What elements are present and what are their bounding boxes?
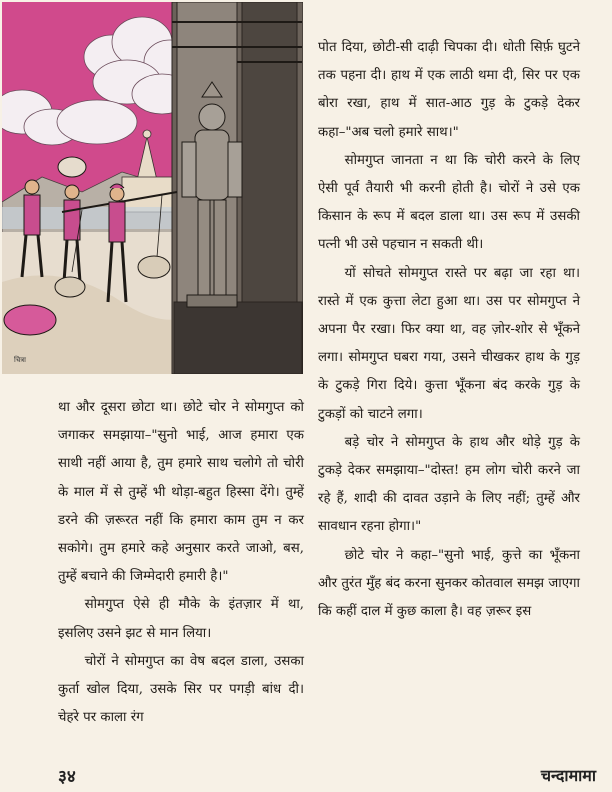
- paragraph: चोरों ने सोमगुप्त का वेष बदल डाला, उसका कुर्ता खोल दिया, उसके सिर पर पगड़ी बांध दी। चेहरे पर काला रंग: [58, 653, 304, 726]
- paragraph: यों सोचते सोमगुप्त रास्ते पर बढ़ा जा रहा था। रास्ते में एक कुत्ता लेटा हुआ था। उस पर सोमगुप्त ने अपना पैर रखा। फिर क्या था, वह ज़ोर-शोर से भूँकने लगा। सोमगुप्त घबरा गया, उसने चीखकर हाथ के गुड़ के टुकड़े गिरा दिये। कुत्ता भूँकना बंद करके गुड़ के टुकड़ों को चाटने लगा।: [318, 265, 580, 422]
- page-footer: [0, 758, 612, 792]
- artist-signature: चित्रा: [14, 356, 26, 364]
- left-text-column: [58, 394, 304, 732]
- foreground-sack: [4, 305, 56, 335]
- paragraph: छोटे चोर ने कहा–"सुनो भाई, कुत्ते का भूँकना और तुरंत मुँह बंद करना सुनकर कोतवाल समझ जाएगा कि कहीं दाल में कुछ काला है। वह ज़रूर इस: [318, 547, 580, 620]
- magazine-name: चन्दामामा: [540, 766, 596, 785]
- right-text-column: [318, 34, 580, 626]
- paragraph: सोमगुप्त ऐसे ही मौके के इंतज़ार में था, इसलिए उसने झट से मान लिया।: [58, 597, 304, 641]
- paragraph: बड़े चोर ने सोमगुप्त के हाथ और थोड़े गुड़ के टुकड़े देकर समझाया–"दोस्त! हम लोग चोरी करने जा रहे हैं, शादी की दावत उड़ाने के लिए नहीं; तुम्हें और सावधान रहना होगा।": [318, 434, 580, 535]
- paragraph: था और दूसरा छोटा था। छोटे चोर ने सोमगुप्त को जगाकर समझाया–"सुनो भाई, आज हमारा एक साथी नहीं आया है, तुम हमारे साथ चलोगे तो चोरी के माल में से तुम्हें भी थोड़ा-बहुत हिस्सा देंगे। तुम्हें डरने की ज़रूरत नहीं कि हमारा काम तुम न कर सकोगे। तुम हमारे कहे अनुसार करते जाओ, बस, तुम्हें बचाने की जिम्मेदारी हमारी है।": [58, 400, 304, 585]
- page-number: ३४: [58, 767, 76, 787]
- paragraph: पोत दिया, छोटी-सी दाढ़ी चिपका दी। धोती सिर्फ़ घुटने तक पहना दी। हाथ में एक लाठी थमा दी, सिर पर एक बोरा रखा, हाथ में सात-आठ गुड़ के टुकड़े देकर कहा–"अब चलो हमारे साथ।": [318, 40, 580, 140]
- illustration-drawing: [2, 2, 303, 374]
- story-illustration: [2, 2, 303, 374]
- paragraph: सोमगुप्त जानता न था कि चोरी करने के लिए ऐसी पूर्व तैयारी भी करनी होती है। चोरों ने उसे एक किसान के रूप में बदल डाला था। उस रूप में उसकी पत्नी भी उसे पहचान न सकती थी।: [318, 152, 580, 253]
